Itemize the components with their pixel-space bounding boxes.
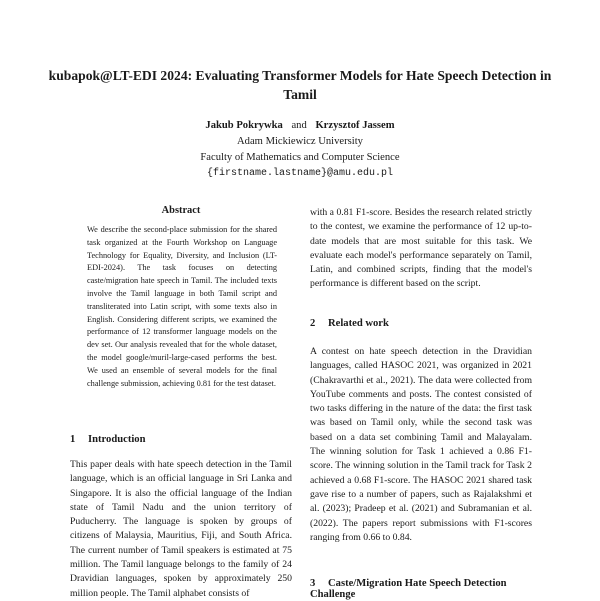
author-1: Jakub Pokrywka: [205, 120, 283, 131]
section-3-number: 3: [310, 578, 316, 589]
section-3-heading: [310, 578, 550, 600]
section-1-text: This paper deals with hate speech detection in the Tamil language, which is an official language in Sri Lanka and Singapore. It is also the official language of the Indian state of Tamil Nadu and the union territory of Puducherry. The language is spoken by groups of citizens of Malaysia, Mauritius, Fiji, and South Africa. The current number of Tamil speakers is estimated at 75 million. The Tamil language belongs to the family of 24 Dravidian languages, spoken by approximately 250 million people. The Tamil alphabet consists of: [70, 459, 292, 599]
section-2-number: 2: [310, 318, 316, 329]
affiliation-university: Adam Mickiewicz University: [237, 136, 363, 147]
author-block: [100, 118, 500, 182]
section-1-title: Introduction: [88, 434, 146, 445]
author-names: [100, 118, 500, 134]
author-email: {firstname.lastname}@amu.edu.pl: [206, 168, 394, 179]
section-1-number: 1: [70, 434, 76, 445]
abstract-text: We describe the second-place submission for the shared task organized at the Fourth Workshop on Language Technology for Equality, Diversity, and Inclusion (LT-EDI-2024). The task focuses on detecting caste/migration hate speech in Tamil. The included texts involve the Tamil language in both Tamil script and transliterated into Latin script, with some texts also in English. Considering different scripts, we examined the performance of 12 transformer language models on the dev set. Our analysis revealed that for the whole dataset, the model google/muril-large-cased performs the best. We used an ensemble of several models for the final challenge submission, achieving 0.81 for the test dataset.: [87, 225, 277, 388]
section-2-heading: [310, 318, 389, 329]
section-2-text: A contest on hate speech detection in the Dravidian languages, called HASOC 2021, was organized in 2021 (Chakravarthi et al., 2021). The data were collected from YouTube comments and posts. The contest consisted of two tasks differing in the nature of the data: the first task was based on Tamil only, while the second task was based on a data set combining Tamil and Malayalam. The winning solution for Task 1 achieved a 0.86 F1-score. The winning solution in the Tamil track for Task 2 achieved a 0.68 F1-score. The HASOC 2021 shared task gave rise to a number of papers, such as Rajalakshmi et al. (2023); Pradeep et al. (2021) and Subramanian et al. (2022). The papers report submissions with F1-scores ranging from 0.66 to 0.84.: [310, 346, 532, 543]
section-1-heading: [70, 434, 146, 445]
section-2-title: Related work: [328, 318, 389, 329]
section-3-title: Caste/Migration Hate Speech Detection Challenge: [310, 578, 507, 600]
author-2: Krzysztof Jassem: [315, 120, 395, 131]
paper-title: kubapok@LT-EDI 2024: Evaluating Transformer Models for Hate Speech Detection in Tamil: [48, 68, 552, 102]
author-conjunction: and: [291, 120, 307, 131]
affiliation-faculty: Faculty of Mathematics and Computer Science: [200, 152, 400, 163]
abstract-heading: Abstract: [161, 205, 201, 216]
right-column-continuation: with a 0.81 F1-score. Besides the research related strictly to the contest, we examine the performance of 12 up-to-date models that are most suitable for this task. We evaluate each model's performance separately on Tamil, Latin, and combined scripts, finding that the model's performance is different based on the script.: [310, 207, 532, 290]
